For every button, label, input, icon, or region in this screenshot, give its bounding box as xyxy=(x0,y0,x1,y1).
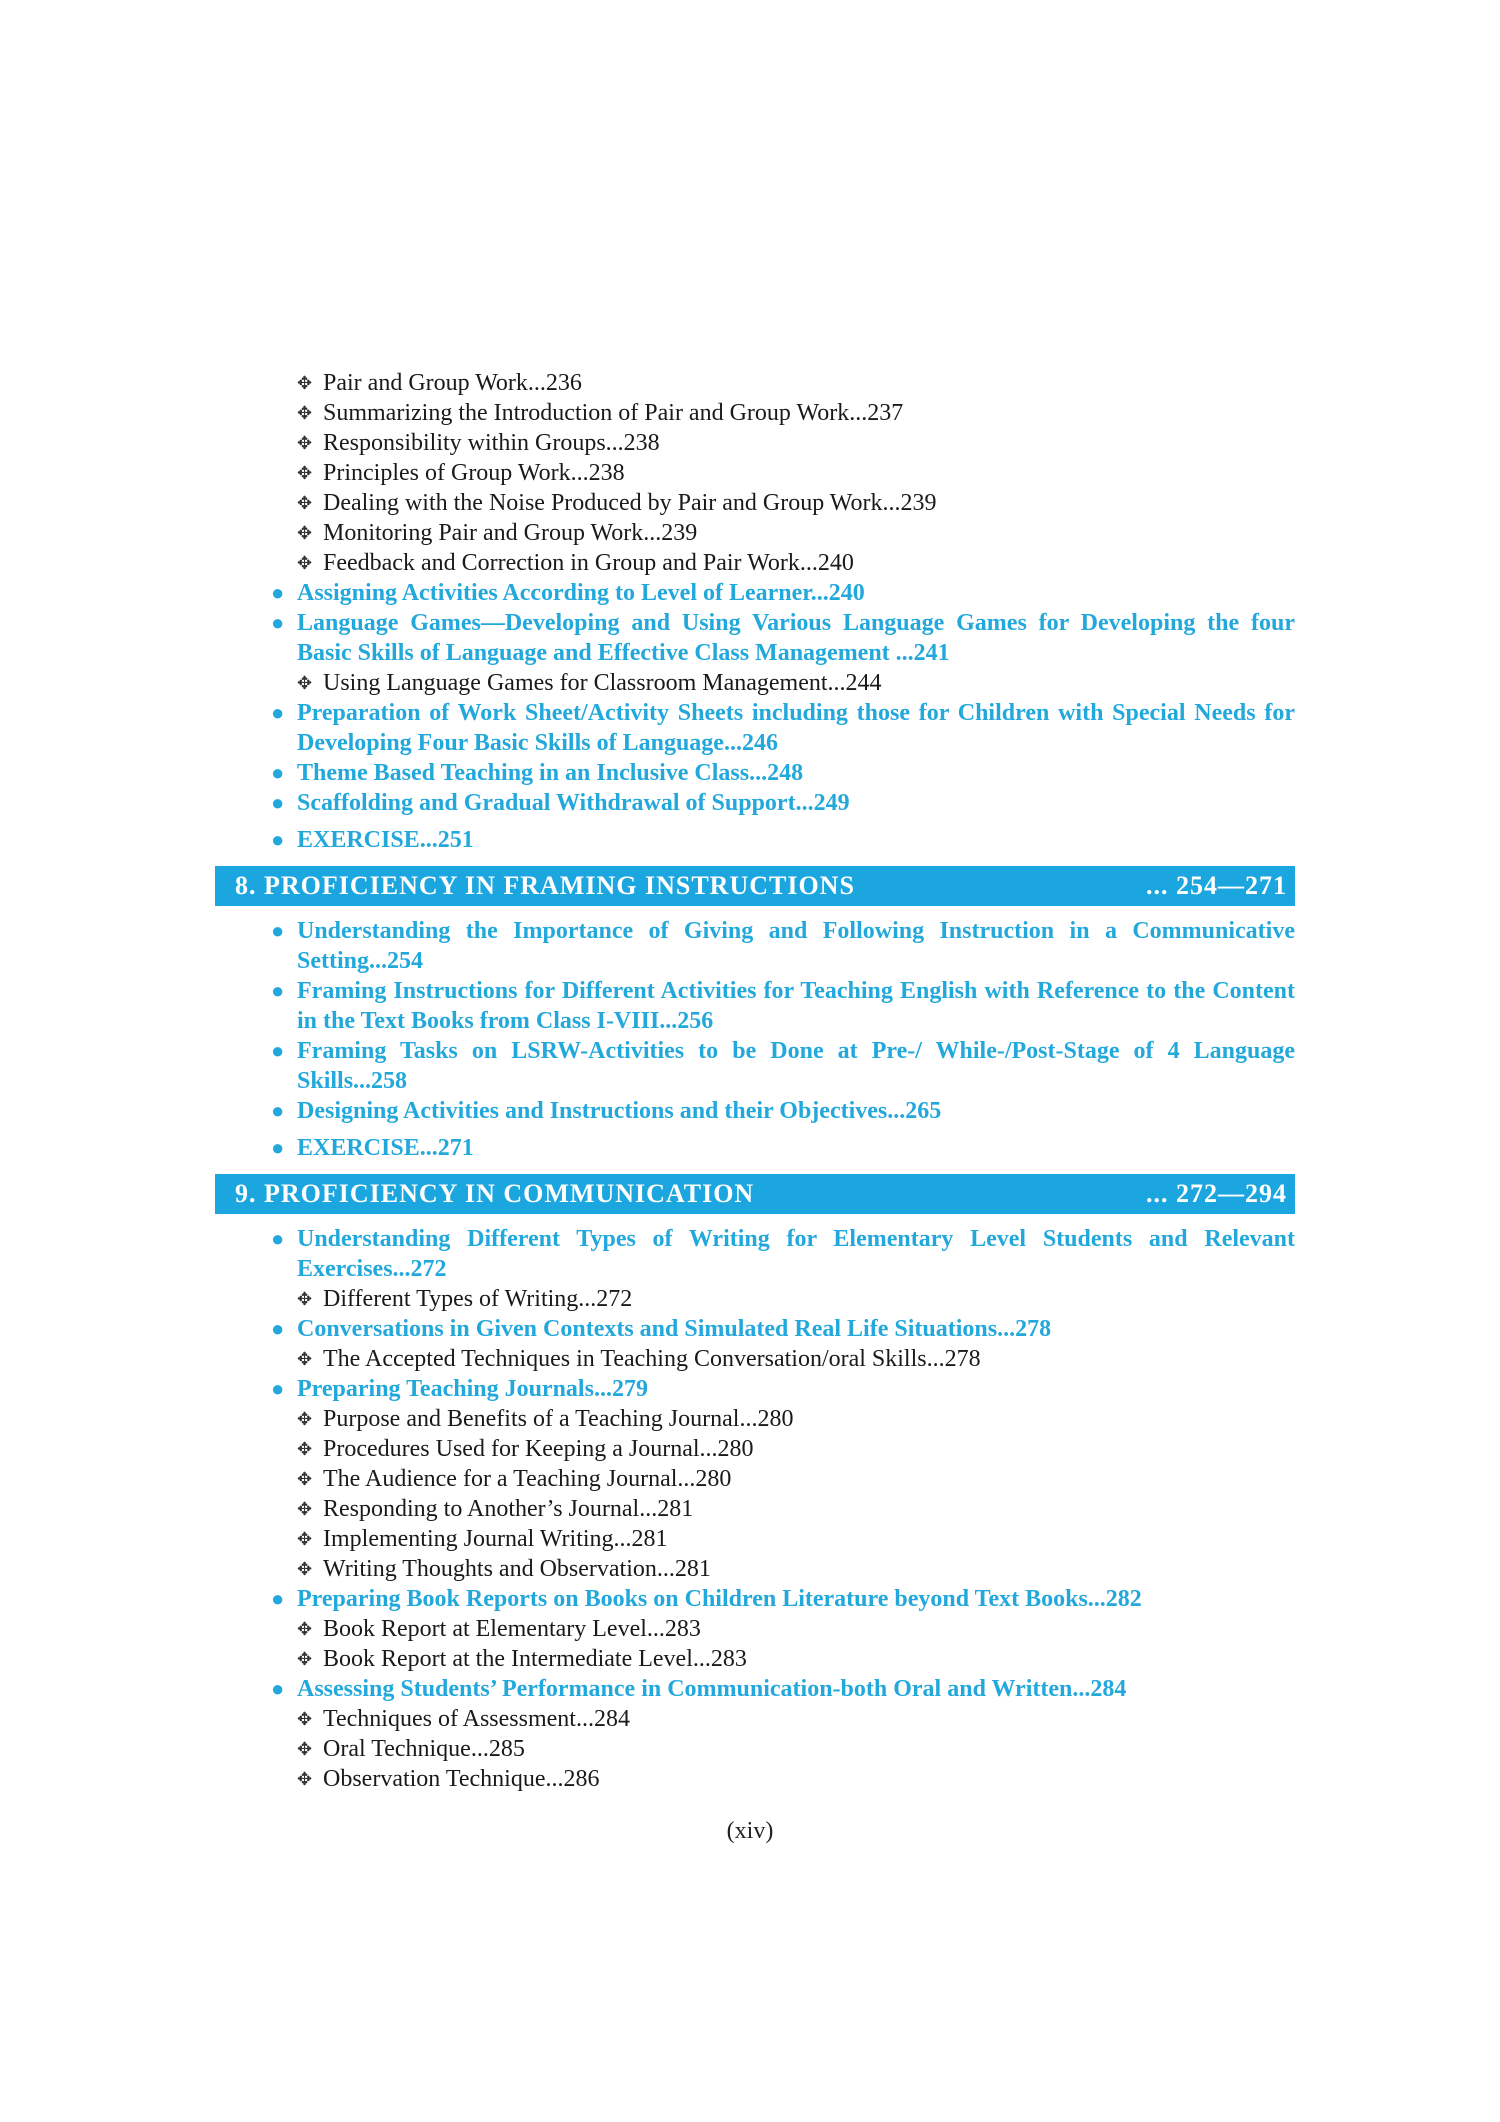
toc-section-entry xyxy=(215,1224,1295,1284)
entry-text: Oral Technique...285 xyxy=(323,1736,525,1762)
toc-section-entry xyxy=(215,976,1295,1036)
entry-text: Writing Thoughts and Observation...281 xyxy=(323,1556,711,1582)
bullet-icon: ● xyxy=(271,790,285,815)
entry-text: Understanding Different Types of Writing for Elementary Level Students and Relevant Exercises...272 xyxy=(297,1226,1295,1282)
entry-text: Feedback and Correction in Group and Pair Work...240 xyxy=(323,550,854,576)
entry-text: Responsibility within Groups...238 xyxy=(323,430,660,456)
toc-section-entry xyxy=(215,1374,1295,1404)
cross-bullet-icon: ✥ xyxy=(297,1619,313,1639)
cross-bullet-icon: ✥ xyxy=(297,1439,313,1459)
toc-subsection-entry xyxy=(215,488,1295,518)
chapter-page-range: ... 272—294 xyxy=(1146,1179,1287,1208)
toc-section-entry xyxy=(215,1036,1295,1096)
toc-subsection-entry xyxy=(215,1434,1295,1464)
cross-bullet-icon: ✥ xyxy=(297,1559,313,1579)
cross-bullet-icon: ✥ xyxy=(297,1769,313,1789)
toc-section-entry xyxy=(215,1584,1295,1614)
cross-bullet-icon: ✥ xyxy=(297,493,313,513)
entry-text: Preparation of Work Sheet/Activity Sheets including those for Children with Special Needs for Developing Four Basic Skills of Language...246 xyxy=(297,700,1295,756)
entry-text: Assessing Students’ Performance in Communication-both Oral and Written...284 xyxy=(297,1676,1127,1702)
entry-text: Conversations in Given Contexts and Simulated Real Life Situations...278 xyxy=(297,1316,1052,1342)
cross-bullet-icon: ✥ xyxy=(297,1529,313,1549)
entry-text: Language Games—Developing and Using Various Language Games for Developing the four Basic Skills of Language and Effective Class Management ...241 xyxy=(297,610,1295,666)
chapter-page-range: ... 254—271 xyxy=(1146,871,1287,900)
entry-text: Framing Instructions for Different Activities for Teaching English with Reference to the Content in the Text Books from Class I-VIII...256 xyxy=(297,978,1295,1034)
toc-subsection-entry xyxy=(215,1344,1295,1374)
cross-bullet-icon: ✥ xyxy=(297,1349,313,1369)
cross-bullet-icon: ✥ xyxy=(297,673,313,693)
bullet-icon: ● xyxy=(271,918,285,943)
entry-text: Theme Based Teaching in an Inclusive Class...248 xyxy=(297,760,804,786)
entry-text: Framing Tasks on LSRW-Activities to be Done at Pre-/ While-/Post-Stage of 4 Language Skills...258 xyxy=(297,1038,1295,1094)
bullet-icon: ● xyxy=(271,1376,285,1401)
toc-subsection-entry xyxy=(215,1404,1295,1434)
toc-subsection-entry xyxy=(215,1464,1295,1494)
toc-subsection-entry xyxy=(215,668,1295,698)
bullet-icon: ● xyxy=(271,580,285,605)
cross-bullet-icon: ✥ xyxy=(297,1739,313,1759)
chapter-title: 8. PROFICIENCY IN FRAMING INSTRUCTIONS xyxy=(235,871,855,900)
entry-text: Purpose and Benefits of a Teaching Journal...280 xyxy=(323,1406,794,1432)
toc-section-entry xyxy=(215,698,1295,758)
toc-subsection-entry xyxy=(215,1614,1295,1644)
entry-text: Preparing Book Reports on Books on Children Literature beyond Text Books...282 xyxy=(297,1586,1142,1612)
entry-text: Observation Technique...286 xyxy=(323,1766,600,1792)
entry-text: Pair and Group Work...236 xyxy=(323,370,582,396)
cross-bullet-icon: ✥ xyxy=(297,1469,313,1489)
toc-subsection-entry xyxy=(215,1494,1295,1524)
toc-subsection-entry xyxy=(215,458,1295,488)
toc-subsection-entry xyxy=(215,518,1295,548)
chapter-title: 9. PROFICIENCY IN COMMUNICATION xyxy=(235,1179,755,1208)
toc-subsection-entry xyxy=(215,1734,1295,1764)
bullet-icon: ● xyxy=(271,1676,285,1701)
toc-section-entry xyxy=(215,1133,1295,1163)
bullet-icon: ● xyxy=(271,1098,285,1123)
entry-text: Scaffolding and Gradual Withdrawal of Support...249 xyxy=(297,790,850,816)
cross-bullet-icon: ✥ xyxy=(297,553,313,573)
cross-bullet-icon: ✥ xyxy=(297,1289,313,1309)
cross-bullet-icon: ✥ xyxy=(297,403,313,423)
toc-section-entry xyxy=(215,825,1295,855)
cross-bullet-icon: ✥ xyxy=(297,1649,313,1669)
bullet-icon: ● xyxy=(271,760,285,785)
entry-text: Monitoring Pair and Group Work...239 xyxy=(323,520,698,546)
entry-text: The Audience for a Teaching Journal...280 xyxy=(323,1466,732,1492)
cross-bullet-icon: ✥ xyxy=(297,1709,313,1729)
toc-section-entry xyxy=(215,758,1295,788)
entry-text: Different Types of Writing...272 xyxy=(323,1286,633,1312)
entry-text: Understanding the Importance of Giving and Following Instruction in a Communicative Setting...254 xyxy=(297,918,1295,974)
entry-text: Procedures Used for Keeping a Journal...280 xyxy=(323,1436,754,1462)
entry-text: Preparing Teaching Journals...279 xyxy=(297,1376,648,1402)
entry-text: Using Language Games for Classroom Management...244 xyxy=(323,670,882,696)
toc-subsection-entry xyxy=(215,548,1295,578)
entry-text: Book Report at Elementary Level...283 xyxy=(323,1616,701,1642)
toc-section-entry xyxy=(215,578,1295,608)
bullet-icon: ● xyxy=(271,978,285,1003)
entry-text: Summarizing the Introduction of Pair and Group Work...237 xyxy=(323,400,904,426)
cross-bullet-icon: ✥ xyxy=(297,1409,313,1429)
bullet-icon: ● xyxy=(271,1586,285,1611)
toc-subsection-entry xyxy=(215,428,1295,458)
toc-section-entry xyxy=(215,608,1295,668)
entry-text: Assigning Activities According to Level of Learner...240 xyxy=(297,580,865,606)
page-number: (xiv) xyxy=(726,1818,774,1844)
entry-text: EXERCISE...251 xyxy=(297,827,474,853)
entry-text: Book Report at the Intermediate Level...283 xyxy=(323,1646,747,1672)
entry-text: Techniques of Assessment...284 xyxy=(323,1706,630,1732)
chapter-heading xyxy=(215,1174,1295,1214)
bullet-icon: ● xyxy=(271,1316,285,1341)
entry-text: Principles of Group Work...238 xyxy=(323,460,625,486)
toc-subsection-entry xyxy=(215,1554,1295,1584)
entry-text: The Accepted Techniques in Teaching Conversation/oral Skills...278 xyxy=(323,1346,981,1372)
cross-bullet-icon: ✥ xyxy=(297,433,313,453)
bullet-icon: ● xyxy=(271,827,285,852)
toc-subsection-entry xyxy=(215,1704,1295,1734)
cross-bullet-icon: ✥ xyxy=(297,1499,313,1519)
bullet-icon: ● xyxy=(271,700,285,725)
toc-section-entry xyxy=(215,916,1295,976)
entry-text: Responding to Another’s Journal...281 xyxy=(323,1496,694,1522)
chapter-heading xyxy=(215,866,1295,906)
toc-section-entry xyxy=(215,1674,1295,1704)
toc-subsection-entry xyxy=(215,1764,1295,1794)
toc-section-entry xyxy=(215,1096,1295,1126)
table-of-contents xyxy=(215,368,1295,1794)
bullet-icon: ● xyxy=(271,1135,285,1160)
toc-subsection-entry xyxy=(215,1284,1295,1314)
toc-section-entry xyxy=(215,788,1295,818)
cross-bullet-icon: ✥ xyxy=(297,463,313,483)
bullet-icon: ● xyxy=(271,610,285,635)
cross-bullet-icon: ✥ xyxy=(297,373,313,393)
toc-subsection-entry xyxy=(215,1524,1295,1554)
entry-text: Implementing Journal Writing...281 xyxy=(323,1526,668,1552)
toc-subsection-entry xyxy=(215,1644,1295,1674)
toc-subsection-entry xyxy=(215,398,1295,428)
toc-subsection-entry xyxy=(215,368,1295,398)
bullet-icon: ● xyxy=(271,1038,285,1063)
entry-text: EXERCISE...271 xyxy=(297,1135,474,1161)
entry-text: Dealing with the Noise Produced by Pair and Group Work...239 xyxy=(323,490,937,516)
bullet-icon: ● xyxy=(271,1226,285,1251)
cross-bullet-icon: ✥ xyxy=(297,523,313,543)
entry-text: Designing Activities and Instructions and their Objectives...265 xyxy=(297,1098,942,1124)
toc-section-entry xyxy=(215,1314,1295,1344)
